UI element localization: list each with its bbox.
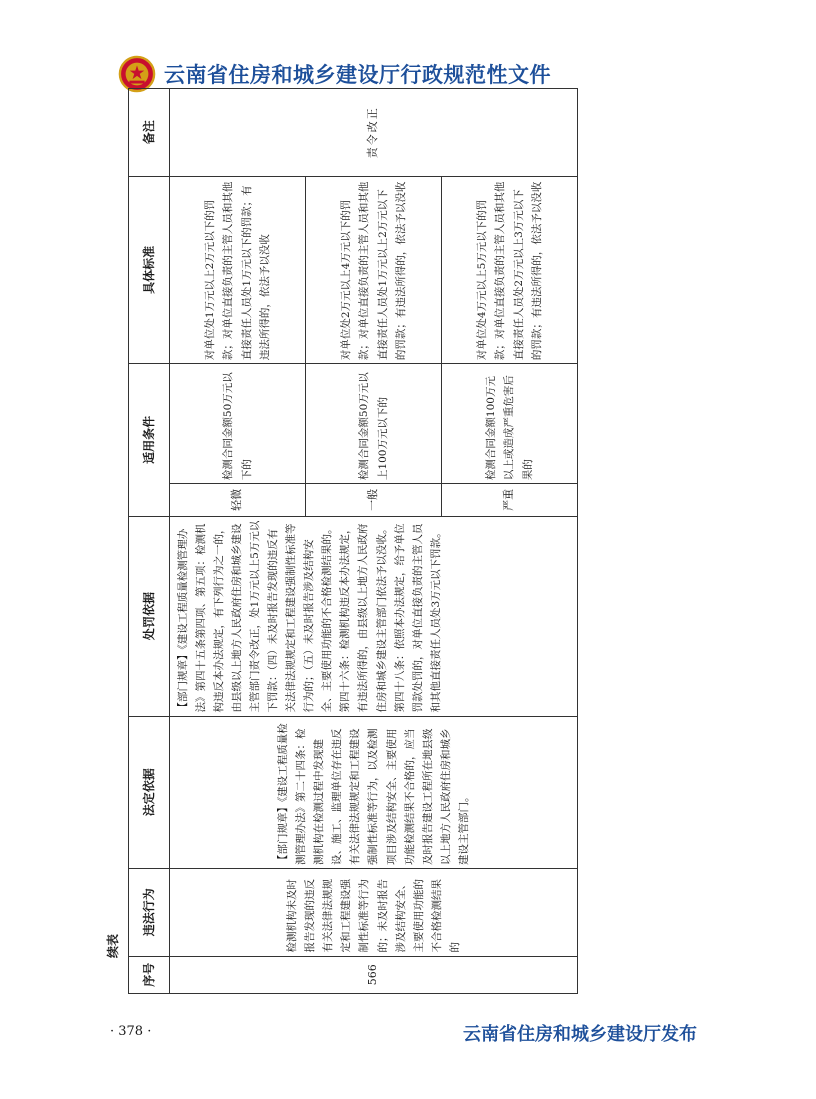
header-seq: 序号 [129,956,170,993]
continued-table-label: 续表 [106,933,120,958]
cell-level: 严重 [442,484,578,516]
cell-standard: 对单位处2万元以上4万元以下的罚款；对单位直接负责的主管人员和其他直接责任人员处1万元以上2万元以下的罚款；有违法所得的，依法予以没收 [306,176,442,363]
cell-legal-basis: 【部门规章】《建设工程质量检测管理办法》第二十四条：检测机构在检测过程中发现建设、施工、监理单位存在违反有关法律法规规定和工程建设强制性标准等行为，以及检测项目涉及结构安全、主要使用功能检测结果不合格的，应当及时报告建设工程所在地县级以上地方人民政府住房和城乡建设主管部门。 [170,716,578,868]
cell-condition: 检测合同金额50万元以上100万元以下的 [306,364,442,484]
header-behavior: 违法行为 [129,869,170,956]
cell-condition: 检测合同金额100万元以上或造成严重危害后果的 [442,364,578,484]
cell-condition: 检测合同金额50万元以下的 [170,364,306,484]
publisher-footer: 云南省住房和城乡建设厅发布 [463,1024,697,1045]
page-number: · 378 · [110,1024,152,1039]
cell-standard: 对单位处1万元以上2万元以下的罚款；对单位直接负责的主管人员和其他直接责任人员处1万元以下的罚款；有违法所得的，依法予以没收 [170,176,306,363]
cell-penalty-basis: 【部门规章】《建设工程质量检测管理办法》第四十五条第四项、第五项：检测机构违反本办法规定，有下列行为之一的，由县级以上地方人民政府住房和城乡建设主管部门责令改正，处1万元以上5万元以下罚款：（四）未及时报告发现的违反有关法律法规规定和工程建设强制性标准等行为的；（五）未及时报告涉及结构安全、主要使用功能的不合格检测结果的。第四十六条：检测机构违反本办法规定，有违法所得的，由县级以上地方人民政府住房和城乡建设主管部门依法予以没收。第四十八条：依照本办法规定，给予单位罚款处罚的，对单位直接负责的主管人员和其他直接责任人员处3万元以下罚款。 [170,516,578,716]
header-penalty-basis: 处罚依据 [129,516,170,716]
header-conditions: 适用条件 [129,364,170,517]
cell-seq: 566 [170,956,578,993]
header-legal-basis: 法定依据 [129,716,170,868]
header-note: 备注 [129,89,170,177]
cell-level: 轻微 [170,484,306,516]
cell-note: 责令改正 [170,89,578,177]
table-header-row [129,89,170,994]
penalty-standards-table [128,88,578,994]
cell-level: 一般 [306,484,442,516]
cell-standard: 对单位处4万元以上5万元以下的罚款；对单位直接负责的主管人员和其他直接责任人员处2万元以上3万元以下的罚款；有违法所得的，依法予以没收 [442,176,578,363]
document-series-title: 云南省住房和城乡建设厅行政规范性文件 [164,63,551,87]
header-standard: 具体标准 [129,176,170,363]
cell-behavior: 检测机构未及时报告发现的违反有关法律法规规定和工程建设强制性标准等行为的；未及时报告涉及结构安全、主要使用功能的不合格检测结果的 [170,869,578,956]
table-row [170,89,306,994]
